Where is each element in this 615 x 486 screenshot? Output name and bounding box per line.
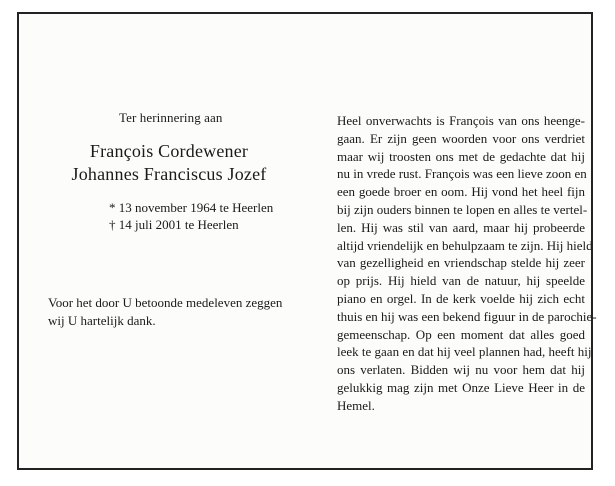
text-line: Hemel.	[337, 397, 375, 413]
text-line: gelukkig mag zijn met Onze Lieve Heer in de	[337, 379, 585, 395]
thanks-line: wij U hartelijk dank.	[48, 312, 156, 328]
text-line: gemeenschap. Op een moment dat alles goed	[337, 326, 585, 342]
text-line: altijd vriendelijk en behulpzaam te zijn. Hij hield	[337, 237, 593, 253]
thanks-text	[48, 294, 318, 329]
text-line: gaan. Er zijn geen woorden voor ons verdriet	[337, 130, 585, 146]
text-line: een goede broer en oom. Hij vond het heel fijn	[337, 184, 585, 200]
thanks-line: Voor het door U betoonde medeleven zeggen	[48, 295, 283, 310]
text-line: op prijs. Hij hield van de natuur, hij speelde	[337, 273, 585, 289]
memorial-card	[17, 12, 597, 470]
text-line: ons verlaten. Bidden wij nu voor hem dat hij	[337, 362, 585, 378]
text-line: leek te gaan en dat hij veel plannen had, heeft hij	[337, 344, 592, 360]
text-line: maar wij troosten ons met de gedachte dat hij	[337, 148, 585, 164]
text-line: piano en orgel. In de kerk voelde hij zich echt	[337, 290, 585, 306]
text-line: nu in vrede rust. François was een lieve zoon en	[337, 166, 587, 182]
deceased-full-names: Johannes Franciscus Jozef	[71, 164, 267, 184]
text-line: Heel onverwachts is François van ons heenge-	[337, 113, 585, 128]
deceased-name: François Cordewener	[89, 141, 249, 161]
text-line: van gezelligheid en vriendschap stelde hij zeer	[337, 255, 585, 271]
text-line: thuis en hij was een bekend figuur in de parochie-	[337, 308, 597, 324]
memorial-text	[337, 112, 597, 415]
text-line: len. Hij was stil van aard, maar hij probeerde	[337, 219, 585, 235]
birth-date: * 13 november 1964 te Heerlen	[109, 200, 274, 215]
intro-text: Ter herinnering aan	[119, 110, 223, 125]
text-line: bij zijn ouders binnen te lopen en alles te vertel-	[337, 201, 588, 217]
death-date: † 14 juli 2001 te Heerlen	[109, 217, 239, 232]
